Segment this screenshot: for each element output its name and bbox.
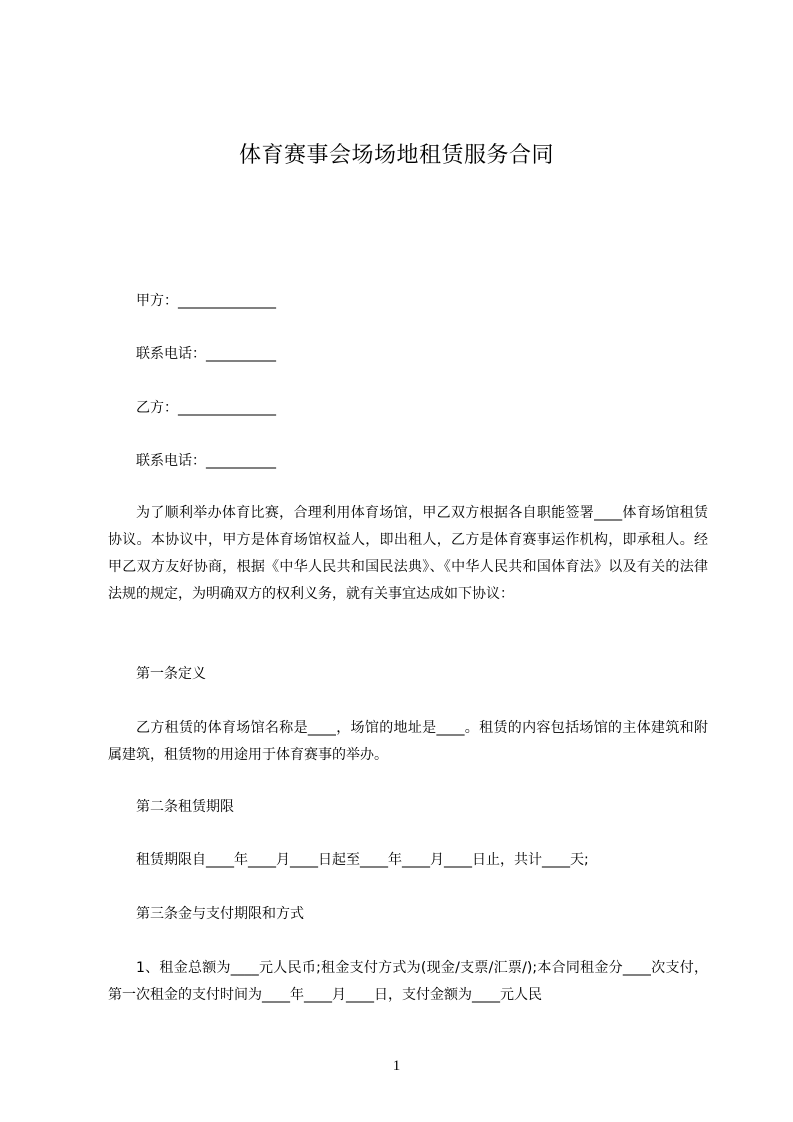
intro-paragraph: 为了顺利举办体育比赛，合理利用体育场馆，甲乙双方根据各自职能签署____体育场馆租赁协议。本协议中，甲方是体育场馆权益人，即出租人，乙方是体育赛事运作机构，即承租人。经甲乙双方友好协商，根据《中华人民共和国民法典》、《中华人民共和国体育法》以及有关的法律法规的规定，为明确双方的权利义务，就有关事宜达成如下协议： xyxy=(108,505,708,602)
party-b-field: 乙方：______________ xyxy=(136,400,276,416)
article-2-body: 租赁期限自____年____月____日起至____年____月____日止，共计____天; xyxy=(136,852,589,868)
party-a-phone-field: 联系电话：__________ xyxy=(136,346,276,362)
document-title: 体育赛事会场场地租赁服务合同 xyxy=(238,143,554,168)
article-1-body: 乙方租赁的体育场馆名称是____，场馆的地址是____。租赁的内容包括场馆的主体建筑和附属建筑，租赁物的用途用于体育赛事的举办。 xyxy=(108,720,708,763)
party-a-field: 甲方：______________ xyxy=(136,293,276,309)
page-number: 1 xyxy=(392,1058,401,1074)
article-3-heading: 第三条金与支付期限和方式 xyxy=(136,906,304,922)
article-2-heading: 第二条租赁期限 xyxy=(136,799,234,815)
party-b-phone-field: 联系电话：__________ xyxy=(136,453,276,469)
article-3-body: 1、租金总额为____元人民币;租金支付方式为(现金/支票/汇票/);本合同租金分____次支付，第一次租金的支付时间为____年____月____日，支付金额为____元人民 xyxy=(108,960,708,1003)
article-1-heading: 第一条定义 xyxy=(136,666,206,682)
